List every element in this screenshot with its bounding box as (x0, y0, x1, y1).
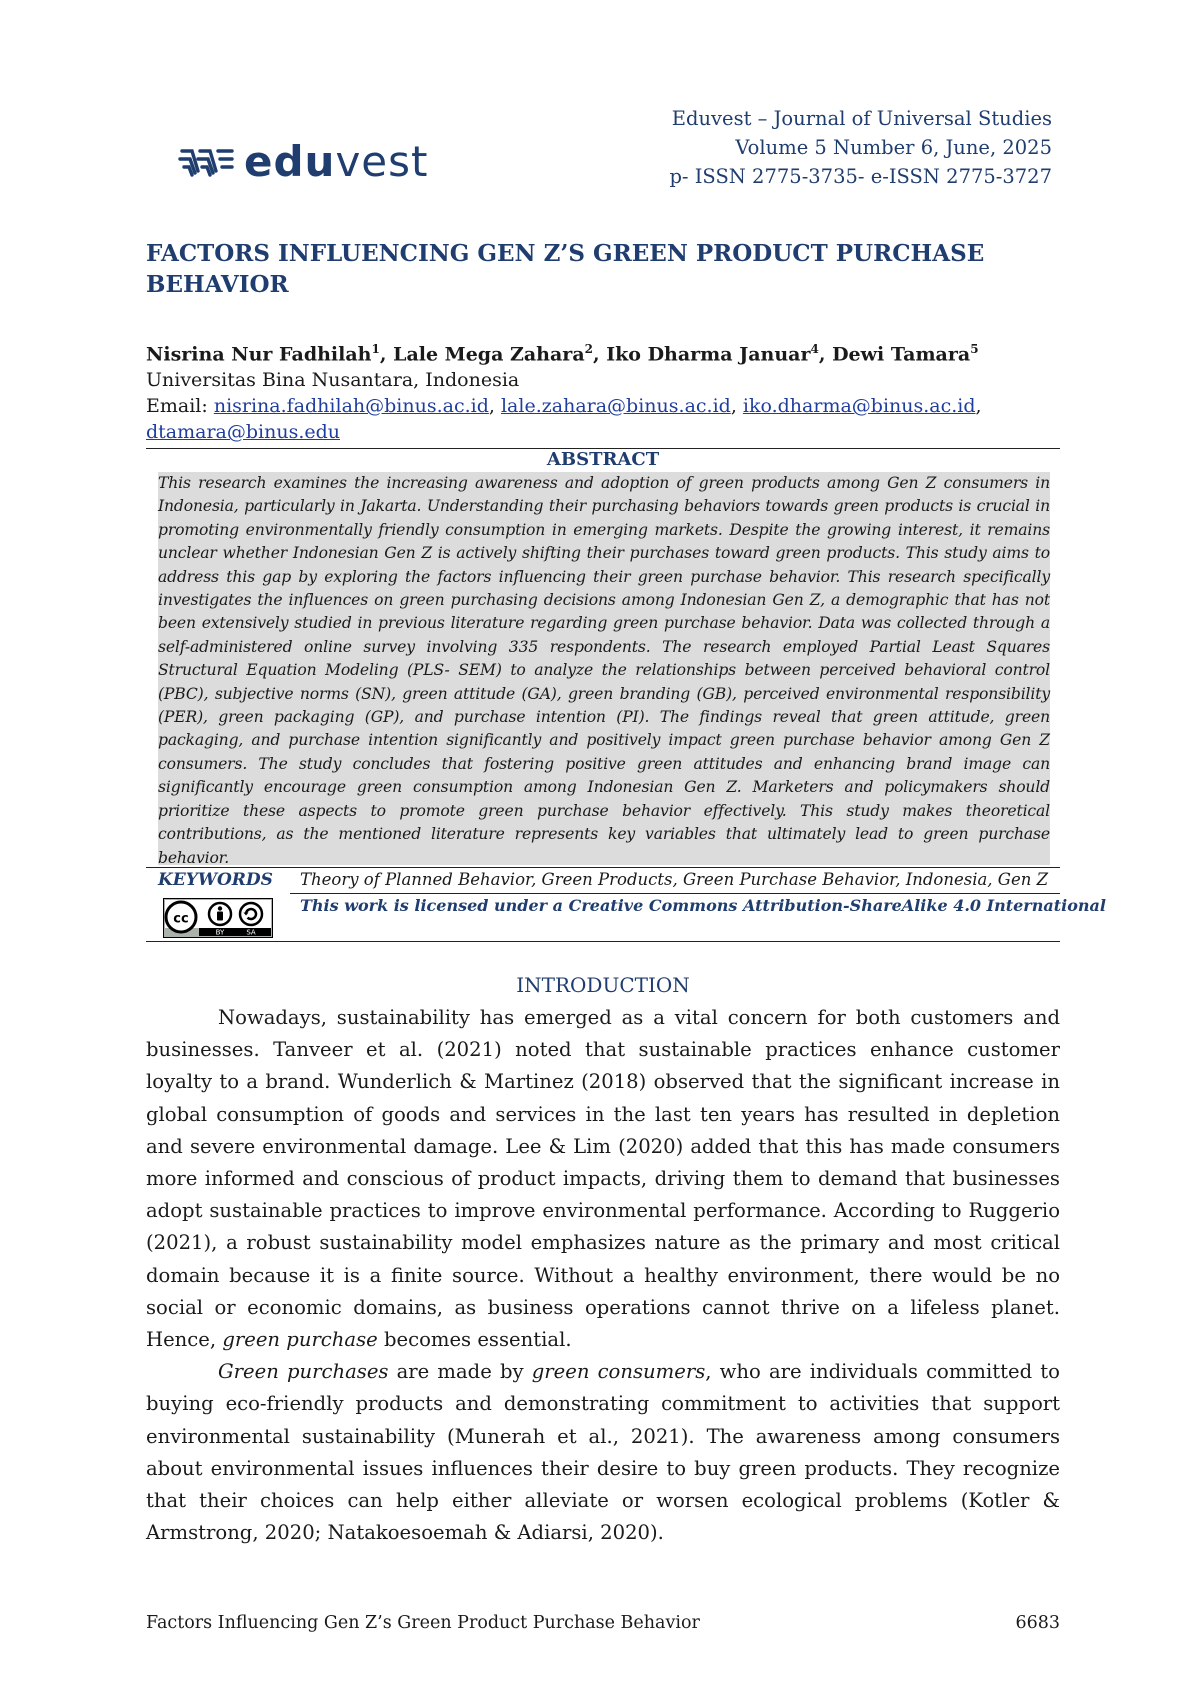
author-sup: 1 (371, 342, 380, 356)
introduction-paragraph-2 (146, 1356, 1060, 1549)
author-sup: 5 (970, 342, 979, 356)
author-block (146, 336, 1056, 445)
license-text[interactable]: This work is licensed under a Creative Commons Attribution-ShareAlike 4.0 International (300, 896, 1106, 915)
author-name: Lale Mega Zahara (393, 343, 585, 366)
paper-title: FACTORS INFLUENCING GEN Z’S GREEN PRODUCT PURCHASE BEHAVIOR (146, 240, 985, 298)
paragraph-text: Nowadays, sustainability has emerged as a vital concern for both customers and businesses. Tanveer et al. (2021) noted that sustainable practices enhance customer loyalty to a brand. Wunderlich & Martinez (2018) observed that the significant increase in global consumption of goods and services in the last ten years has resulted in depletion and severe environmental damage. Lee & Lim (2020) added that this has made consumers more informed and conscious of product impacts, driving them to demand that businesses adopt sustainable practices to improve environmental performance. According to Ruggerio (2021), a robust sustainability model emphasizes nature as the primary and most critical domain because it is a finite source. Without a healthy environment, there would be no social or economic domains, as business operations cannot thrive on a lifeless planet. Hence, (146, 1006, 1060, 1352)
cc-badge-by-text: BY (215, 928, 225, 937)
svg-text:cc: cc (173, 911, 189, 927)
author-name: Nisrina Nur Fadhilah (146, 343, 372, 366)
paragraph-text: are made by (388, 1360, 532, 1384)
author-sup: 4 (810, 342, 819, 356)
journal-volume: Volume 5 Number 6, June, 2025 (735, 136, 1052, 159)
author-names: Nisrina Nur Fadhilah$^1$, Lale Mega Zahara$^2$, Iko Dharma Januar$^4$, Dewi Tamara$^5$ (146, 342, 979, 366)
author-name: Iko Dharma Januar (606, 343, 811, 366)
logo-wordmark (244, 138, 429, 186)
affiliation: Universitas Bina Nusantara, Indonesia (146, 369, 520, 392)
email-link[interactable]: iko.dharma@binus.ac.id (742, 395, 976, 418)
logo-text-edu: edu (244, 137, 336, 186)
logo-text-vest: vest (335, 137, 429, 186)
keywords-text: Theory of Planned Behavior, Green Products, Green Purchase Behavior, Indonesia, Gen Z (300, 870, 1049, 889)
cc-badge-sa-text: SA (246, 928, 256, 937)
author-sup: 2 (584, 342, 593, 356)
introduction-paragraph-1 (146, 1002, 1060, 1356)
introduction-heading: INTRODUCTION (516, 973, 690, 997)
introduction-body (146, 1002, 1060, 1549)
journal-header (669, 104, 1052, 191)
keywords-label: KEYWORDS (158, 870, 273, 890)
abstract-bottom-rule (146, 867, 1060, 868)
running-title: Factors Influencing Gen Z’s Green Product Purchase Behavior (146, 1613, 700, 1633)
email-link[interactable]: lale.zahara@binus.ac.id (500, 395, 731, 418)
email-line: Email: nisrina.fadhilah@binus.ac.id, lale.zahara@binus.ac.id, iko.dharma@binus.ac.id, dtamara@binus.edu (146, 395, 982, 444)
author-name: Dewi Tamara (832, 343, 971, 366)
abstract-text: This research examines the increasing awareness and adoption of green products among Gen Z consumers in Indonesia, particularly in Jakarta. Understanding their purchasing behaviors towards green products is crucial in promoting environmentally friendly consumption in emerging markets. Despite the growing interest, it remains unclear whether Indonesian Gen Z is actively shifting their purchases toward green products. This study aims to address this gap by exploring the factors influencing their green purchase behavior. This research specifically investigates the influences on green purchasing decisions among Indonesian Gen Z, a demographic that has not been extensively studied in previous literature regarding green purchase behavior. Data was collected through a self-administered online survey involving 335 respondents. The research employed Partial Least Squares Structural Equation Modeling (PLS- SEM) to analyze the relationships between perceived behavioral control (PBC), subjective norms (SN), green attitude (GA), green branding (GB), perceived environmental responsibility (PER), green packaging (GP), and purchase intention (PI). The findings reveal that green attitude, green packaging, and purchase intention significantly and positively impact green purchase behavior among Gen Z consumers. The study concludes that fostering positive green attitudes and enhancing brand image can significantly encourage green consumption among Indonesian Gen Z. Marketers and policymakers should prioritize these aspects to promote green purchase behavior effectively. This study makes theoretical contributions, as the mentioned literature represents key variables that ultimately lead to green purchase behavior. (158, 474, 1050, 867)
journal-name: Eduvest – Journal of Universal Studies (671, 107, 1052, 130)
eduvest-logo (176, 138, 429, 186)
italic-term: green purchase (222, 1328, 378, 1352)
email-link[interactable]: nisrina.fadhilah@binus.ac.id (213, 395, 489, 418)
email-link[interactable]: dtamara@binus.edu (146, 421, 341, 444)
italic-term: green consumers (531, 1360, 706, 1384)
email-label: Email: (146, 395, 208, 418)
eduvest-logo-icon (176, 141, 238, 183)
abstract-heading: ABSTRACT (546, 449, 660, 470)
page-number: 6683 (1015, 1613, 1060, 1633)
keywords-rule (290, 893, 1060, 894)
cc-by-sa-badge[interactable] (163, 898, 273, 938)
paragraph-text: , who are individuals committed to buying eco-friendly products and demonstrating commitment to activities that support environmental sustainability (Munerah et al., 2021). The awareness among consumers about environmental issues influences their desire to buy green products. They recognize that their choices can help either alleviate or worsen ecological problems (Kotler & Armstrong, 2020; Natakoesoemah & Adiarsi, 2020). (146, 1360, 1060, 1545)
paragraph-text: becomes essential. (377, 1328, 572, 1352)
journal-issn: p- ISSN 2775-3735- e-ISSN 2775-3727 (669, 165, 1052, 188)
italic-term: Green purchases (218, 1360, 389, 1384)
license-bottom-rule (146, 941, 1060, 942)
